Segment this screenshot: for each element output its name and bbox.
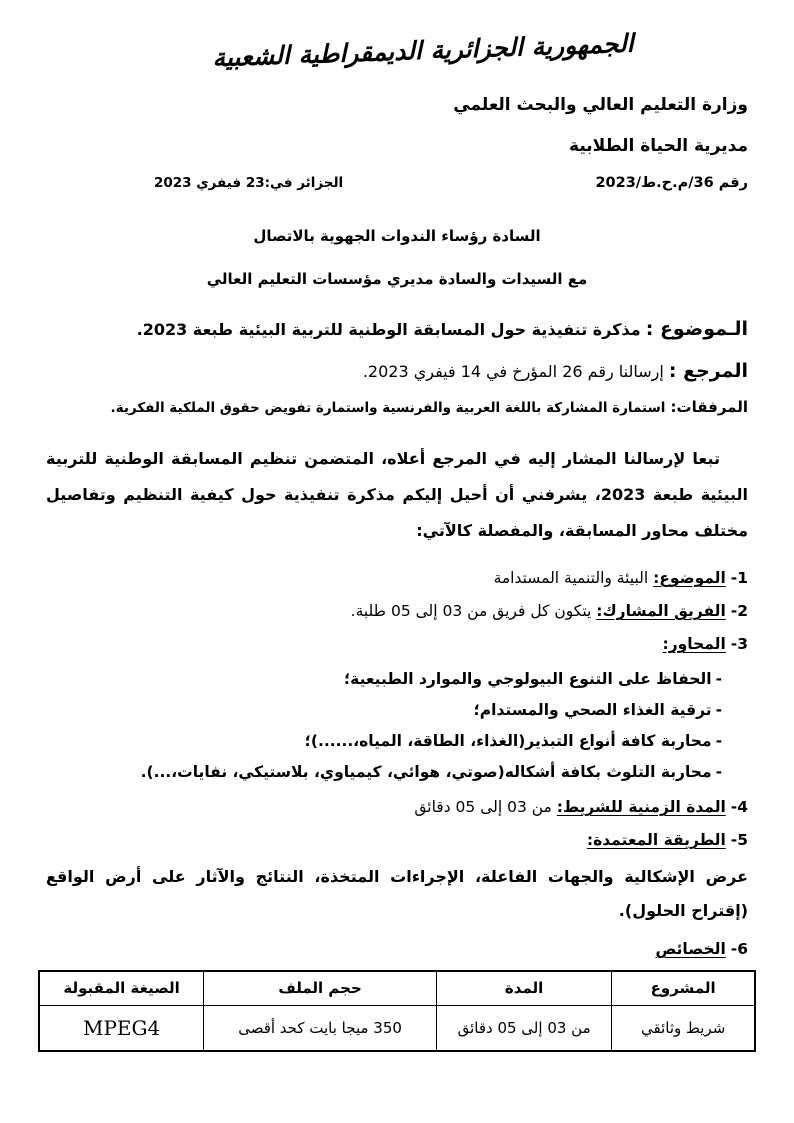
attachments-text: استمارة المشاركة باللغة العربية والفرنسية واستمارة تفويض حقوق الملكية الفكرية. (110, 400, 666, 416)
item-2-marker: 2- (730, 602, 748, 620)
list-item-axes (46, 631, 748, 657)
list-item-subject (46, 565, 748, 591)
item-4-label: المدة الزمنية للشريط: (556, 798, 726, 816)
axes-bullet-list (46, 664, 748, 788)
item-2-label: الفريق المشارك: (596, 602, 726, 620)
cell-project: شريط وثائقي (612, 1005, 755, 1051)
item-1-text: البيئة والتنمية المستدامة (493, 569, 649, 587)
axis-2-text: ترقية الغذاء الصحي والمستدام؛ (473, 701, 712, 719)
axis-bullet-2 (46, 695, 722, 726)
ministry-title: وزارة التعليم العالي والبحث العلمي (453, 95, 748, 115)
col-header-file-size: حجم الملف (204, 971, 437, 1005)
item-1-marker: 1- (730, 569, 748, 587)
item-3-marker: 3- (730, 635, 748, 653)
cell-duration: من 03 إلى 05 دقائق (436, 1005, 611, 1051)
list-item-team (46, 598, 748, 624)
axis-bullet-4 (46, 757, 722, 788)
item-4-marker: 4- (730, 798, 748, 816)
table-row (39, 1005, 755, 1051)
republic-title: الجمهورية الجزائرية الديمقراطية الشعبية (211, 28, 635, 73)
specifications-table (38, 970, 756, 1052)
axis-1-text: الحفاظ على التنوع البيولوجي والموارد الطبيعية؛ (343, 670, 712, 688)
axis-bullet-1 (46, 664, 722, 695)
col-header-duration: المدة (436, 971, 611, 1005)
col-header-project: المشروع (612, 971, 755, 1005)
col-header-accepted-format: الصيغة المقبولة (39, 971, 204, 1005)
item-1-label: الموضوع: (653, 569, 726, 587)
addressee-line-1: السادة رؤساء الندوات الجهوية بالاتصال (253, 227, 541, 245)
subject-label: الـموضوع : (645, 318, 748, 340)
dash-bullet-icon: - (715, 763, 722, 781)
list-item-duration (46, 794, 748, 820)
method-paragraph: عرض الإشكالية والجهات الفاعلة، الإجراءات المتخذة، النتائج والآثار على أرض الواقع (إقتراح الحلول). (46, 867, 748, 920)
meta-block (46, 315, 748, 420)
reference-row (46, 172, 748, 194)
directorate-title: مديرية الحياة الطلابية (569, 136, 748, 156)
dash-bullet-icon: - (715, 670, 722, 688)
document-number: رقم 36/م.ح.ط/2023 (595, 175, 748, 191)
addressee-line-2: مع السيدات والسادة مديري مؤسسات التعليم العالي (206, 270, 588, 288)
addressee-block (46, 224, 748, 291)
cell-accepted-format: MPEG4 (39, 1005, 204, 1051)
axis-bullet-3 (46, 726, 722, 757)
reference-label: المرجع : (668, 360, 748, 382)
subject-text: مذكرة تنفيذية حول المسابقة الوطنية للتربية البيئية طبعة 2023. (136, 320, 641, 339)
item-5-marker: 5- (730, 831, 748, 849)
list-item-specs (46, 936, 748, 962)
list-item-method (46, 827, 748, 853)
item-3-label: المحاور: (662, 635, 726, 653)
item-6-label: الخصائص (655, 940, 726, 958)
item-4-text: من 03 إلى 05 دقائق (414, 798, 552, 816)
intro-paragraph: تبعا لإرسالنا المشار إليه في المرجع أعلاه، المتضمن تنظيم المسابقة الوطنية للتربية البيئية طبعة 2023، يشرفني أن أحيل إليكم مذكرة تنفيذية حول كيفية التنظيم وتفاصيل مختلف محاور المسابقة، والمفصلة كالآتي: (46, 449, 749, 540)
item-5-label: الطريقة المعتمدة: (586, 831, 726, 849)
dash-bullet-icon: - (715, 701, 722, 719)
item-6-marker: 6- (730, 940, 748, 958)
subject-line (46, 315, 748, 344)
attachments-line (46, 395, 748, 420)
dash-bullet-icon: - (715, 732, 722, 750)
axis-3-text: محاربة كافة أنواع التبذير(الغذاء، الطاقة، المياه،......)؛ (304, 732, 712, 750)
reference-line (46, 357, 748, 386)
place-and-date: الجزائر في:23 فيفري 2023 (154, 175, 344, 191)
cell-file-size: 350 ميجا بايت كحد أقصى (204, 1005, 437, 1051)
table-header-row (39, 971, 755, 1005)
axis-4-text: محاربة التلوث بكافة أشكاله(صوتي، هوائي، كيمياوي، بلاستيكي، نفايات،...). (140, 763, 712, 781)
attachments-label: المرفقات: (670, 398, 748, 416)
details-list (46, 565, 748, 962)
reference-text: إرسالنا رقم 26 المؤرخ في 14 فيفري 2023. (362, 362, 664, 381)
item-2-text: يتكون كل فريق من 03 إلى 05 طلبة. (350, 602, 592, 620)
